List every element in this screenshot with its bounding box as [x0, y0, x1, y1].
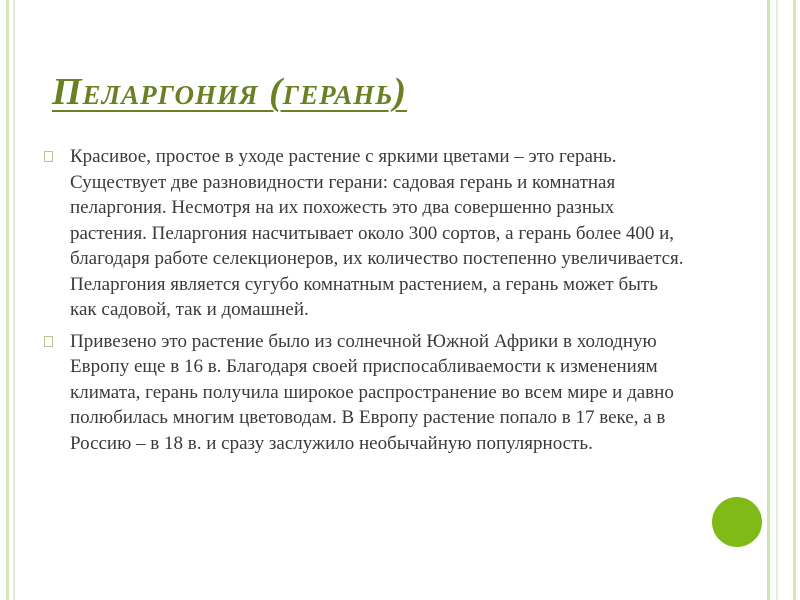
bullet-square-icon: [44, 336, 53, 347]
bullet-text: Красивое, простое в уходе растение с яркими цветами – это герань. Существует две разновидности герани: садовая герань и комнатная пеларгония. Несмотря на их похожесть это два совершенно разных растения. Пеларгония насчитывает около 300 сортов, а герань более 400 и, благодаря работе селекционеров, их количество постепенно увеличивается. Пеларгония является сугубо комнатным растением, а герань может быть как садовой, так и домашней.: [70, 146, 684, 320]
bullet-item: [44, 329, 684, 457]
frame-line-right-outer: [776, 0, 778, 600]
slide-body: [44, 144, 684, 462]
slide-title: Пеларгония (герань): [52, 71, 408, 113]
frame-line-left-outer: [6, 0, 9, 600]
bullet-text: Привезено это растение было из солнечной Южной Африки в холодную Европу еще в 16 в. Благодаря своей приспосабливаемости к изменениям климата, герань получила широкое распространение во всем мире и давно полюбилась многим цветоводам. В Европу растение попало в 17 веке, а в Россию – в 18 в. и сразу заслужило необычайную популярность.: [70, 330, 674, 454]
bullet-square-icon: [44, 151, 53, 162]
decorative-circle-icon: [712, 497, 762, 547]
frame-line-left-inner: [13, 0, 15, 600]
frame-line-right-edge: [793, 0, 796, 600]
frame-line-right-inner: [767, 0, 770, 600]
bullet-item: [44, 144, 684, 323]
